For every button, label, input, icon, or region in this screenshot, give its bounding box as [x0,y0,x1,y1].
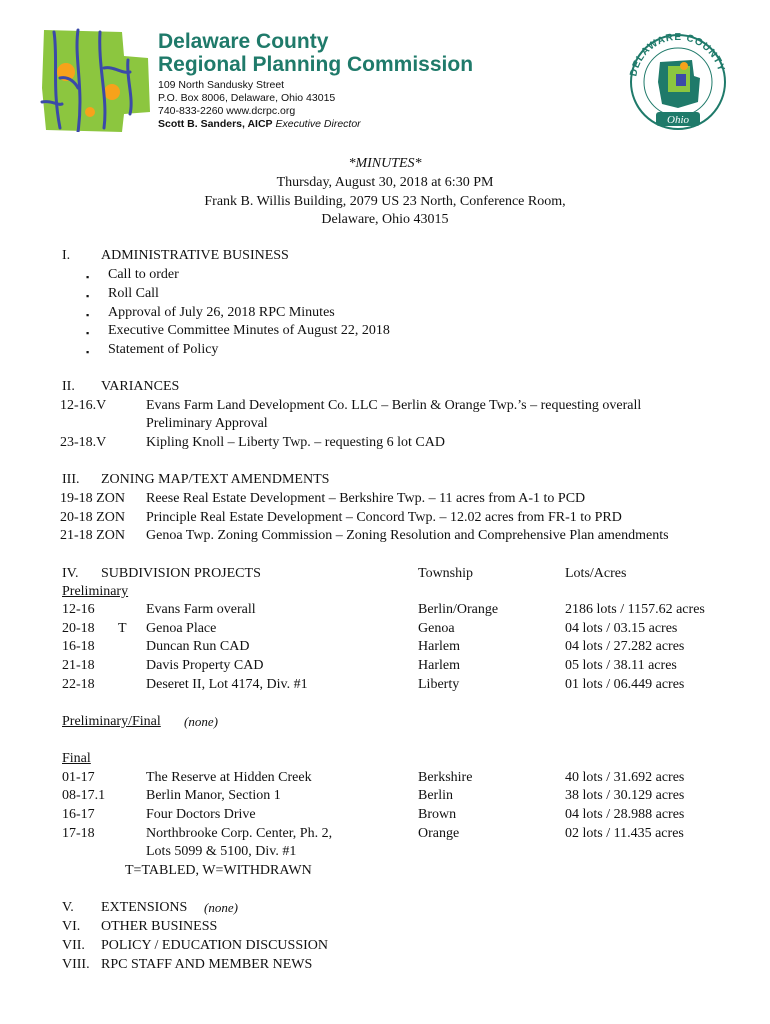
project-code: 12-16 [62,602,95,617]
project-name: The Reserve at Hidden Creek [146,770,312,785]
section-1-title: ADMINISTRATIVE BUSINESS [101,248,289,263]
project-lots: 40 lots / 31.692 acres [565,770,685,785]
project-township: Berlin/Orange [418,602,499,617]
delaware-county-map-logo [38,28,150,132]
column-header-township: Township [418,566,474,581]
project-lots: 01 lots / 06.449 acres [565,677,685,692]
seal-ohio-label: Ohio [667,114,689,126]
bullet-icon: ▪ [86,291,90,301]
section-7-title: POLICY / EDUCATION DISCUSSION [101,938,328,953]
project-code: 22-18 [62,677,95,692]
zoning-code: 20-18 ZON [60,510,125,525]
project-township: Berkshire [418,770,473,785]
project-code: 16-17 [62,807,95,822]
project-township: Harlem [418,658,460,673]
final-label: Final [62,751,91,766]
section-8-title: RPC STAFF AND MEMBER NEWS [101,957,313,972]
project-township: Berlin [418,788,453,803]
meeting-datetime: Thursday, August 30, 2018 at 6:30 PM [276,175,494,190]
agenda-item: Executive Committee Minutes of August 22, 2018 [108,323,390,338]
project-code: 17-18 [62,826,95,841]
project-name-cont: Lots 5099 & 5100, Div. #1 [146,844,297,859]
project-name: Deseret II, Lot 4174, Div. #1 [146,677,308,692]
agenda-item: Approval of July 26, 2018 RPC Minutes [108,305,335,320]
project-lots: 05 lots / 38.11 acres [565,658,677,673]
section-1-number: I. [62,248,71,263]
variance-text: Kipling Knoll – Liberty Twp. – requesting 6 lot CAD [146,435,445,450]
preliminary-final-label: Preliminary/Final [62,714,161,729]
delaware-county-seal [622,30,734,130]
zoning-text: Genoa Twp. Zoning Commission – Zoning Resolution and Comprehensive Plan amendments [146,528,669,543]
bullet-icon: ▪ [86,310,90,320]
svg-text:DELAWARE COUNTY: DELAWARE COUNTY [628,31,727,78]
section-5-title: EXTENSIONS [101,900,188,915]
section-2-number: II. [62,379,75,394]
project-lots: 02 lots / 11.435 acres [565,826,684,841]
project-name: Duncan Run CAD [146,639,250,654]
project-township: Genoa [418,621,455,636]
status-legend: T=TABLED, W=WITHDRAWN [125,863,312,878]
project-name: Genoa Place [146,621,217,636]
meeting-location: Frank B. Willis Building, 2079 US 23 North, Conference Room, [204,194,566,209]
section-4-number: IV. [62,566,79,581]
project-township: Orange [418,826,460,841]
variance-code: 23-18.V [60,435,107,450]
address-pobox: P.O. Box 8006, Delaware, Ohio 43015 [158,92,336,104]
meeting-city: Delaware, Ohio 43015 [321,212,449,227]
address-street: 109 North Sandusky Street [158,79,285,91]
section-3-number: III. [62,472,80,487]
address-phone-web: 740-833-2260 www.dcrpc.org [158,105,296,117]
project-name: Davis Property CAD [146,658,264,673]
project-township: Brown [418,807,457,822]
minutes-heading: *MINUTES* [348,156,422,171]
project-name: Berlin Manor, Section 1 [146,788,281,803]
project-name: Evans Farm overall [146,602,256,617]
project-lots: 04 lots / 27.282 acres [565,639,685,654]
project-code: 16-18 [62,639,95,654]
project-township: Liberty [418,677,460,692]
section-2-title: VARIANCES [101,379,180,394]
section-4-title: SUBDIVISION PROJECTS [101,566,261,581]
project-code: 01-17 [62,770,95,785]
project-name: Northbrooke Corp. Center, Ph. 2, [146,826,333,841]
project-lots: 2186 lots / 1157.62 acres [565,602,705,617]
column-header-lots: Lots/Acres [565,566,627,581]
project-lots: 04 lots / 28.988 acres [565,807,685,822]
section-6-title: OTHER BUSINESS [101,919,218,934]
bullet-icon: ▪ [86,328,90,338]
variance-code: 12-16.V [60,398,107,413]
project-code: 20-18 [62,621,95,636]
director-title: Executive Director [275,118,361,130]
org-name-line1: Delaware County [158,30,329,53]
section-5-number: V. [62,900,74,915]
zoning-text: Principle Real Estate Development – Concord Twp. – 12.02 acres from FR-1 to PRD [146,510,622,525]
section-8-number: VIII. [62,957,90,972]
project-code: 21-18 [62,658,95,673]
section-7-number: VII. [62,938,85,953]
preliminary-final-note: (none) [184,714,218,729]
section-3-title: ZONING MAP/TEXT AMENDMENTS [101,472,330,487]
section-6-number: VI. [62,919,81,934]
project-status-flag: T [118,621,127,636]
org-name-line2: Regional Planning Commission [158,53,474,76]
preliminary-label: Preliminary [62,584,129,599]
director-name: Scott B. Sanders, AICP [158,118,273,130]
variance-text: Evans Farm Land Development Co. LLC – Berlin & Orange Twp.’s – requesting overall [146,398,642,413]
variance-text-cont: Preliminary Approval [146,416,268,431]
agenda-item: Call to order [108,267,179,282]
project-name: Four Doctors Drive [146,807,256,822]
project-code: 08-17.1 [62,788,106,803]
agenda-item: Roll Call [108,286,159,301]
agenda-item: Statement of Policy [108,342,219,357]
zoning-text: Reese Real Estate Development – Berkshire Twp. – 11 acres from A-1 to PCD [146,491,586,506]
project-lots: 04 lots / 03.15 acres [565,621,678,636]
zoning-code: 19-18 ZON [60,491,125,506]
bullet-icon: ▪ [86,347,90,357]
project-lots: 38 lots / 30.129 acres [565,788,685,803]
bullet-icon: ▪ [86,272,90,282]
project-township: Harlem [418,639,460,654]
zoning-code: 21-18 ZON [60,528,125,543]
section-5-note: (none) [204,900,238,915]
